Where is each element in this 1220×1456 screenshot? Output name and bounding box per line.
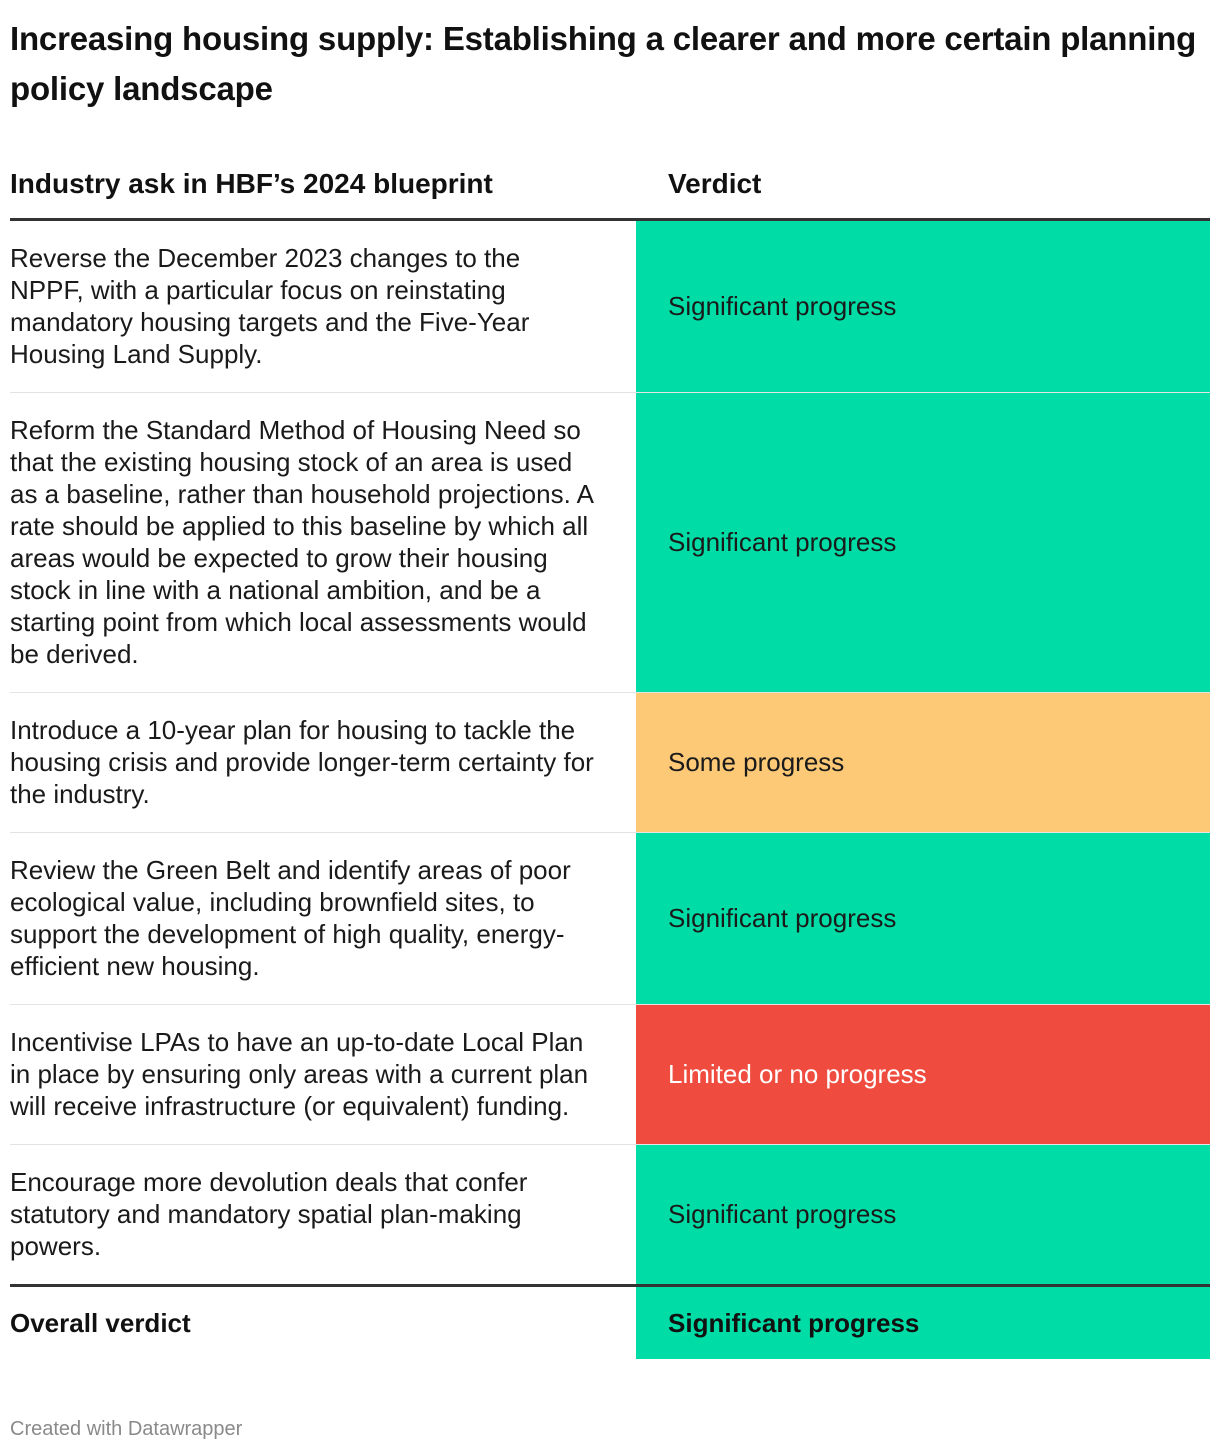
industry-ask-cell: Reform the Standard Method of Housing Need so that the existing housing stock of an area is used as a baseline, rather than household projections. A rate should be applied to this baseline by which all areas would be expected to grow their housing stock in line with a national ambition, and be a starting point from which local assessments would be derived. xyxy=(10,415,593,669)
table-row xyxy=(10,221,1210,393)
table-row xyxy=(10,393,1210,693)
industry-ask-cell: Encourage more devolution deals that confer statutory and mandatory spatial plan-making powers. xyxy=(10,1167,528,1261)
column-header-verdict: Verdict xyxy=(668,168,762,199)
overall-verdict-label: Overall verdict xyxy=(10,1307,191,1338)
chart-title: Increasing housing supply: Establishing a clearer and more certain planning policy landscape xyxy=(10,20,1197,107)
column-header-ask: Industry ask in HBF’s 2024 blueprint xyxy=(10,168,493,199)
verdict-cell: Significant progress xyxy=(636,833,1210,1004)
table-row xyxy=(10,1005,1210,1145)
table-row xyxy=(10,833,1210,1005)
industry-ask-cell: Introduce a 10-year plan for housing to tackle the housing crisis and provide longer-term certainty for the industry. xyxy=(10,715,594,809)
industry-ask-cell: Incentivise LPAs to have an up-to-date Local Plan in place by ensuring only areas with a current plan will receive infrastructure (or equivalent) funding. xyxy=(10,1027,589,1121)
overall-row xyxy=(10,1287,1210,1359)
verdict-cell: Some progress xyxy=(636,693,1210,832)
industry-ask-cell: Review the Green Belt and identify areas of poor ecological value, including brownfield sites, to support the development of high quality, energy-efficient new housing. xyxy=(10,855,571,981)
overall-verdict-value: Significant progress xyxy=(636,1287,1210,1359)
table-row xyxy=(10,1145,1210,1287)
table-row xyxy=(10,693,1210,833)
table-header xyxy=(10,150,1210,221)
industry-ask-cell: Reverse the December 2023 changes to the NPPF, with a particular focus on reinstating mandatory housing targets and the Five-Year Housing Land Supply. xyxy=(10,243,530,369)
verdict-table xyxy=(10,150,1210,1359)
datawrapper-credit: Created with Datawrapper xyxy=(10,1418,243,1440)
verdict-cell: Significant progress xyxy=(636,1145,1210,1284)
verdict-cell: Significant progress xyxy=(636,393,1210,692)
verdict-cell: Significant progress xyxy=(636,221,1210,392)
verdict-cell: Limited or no progress xyxy=(636,1005,1210,1144)
